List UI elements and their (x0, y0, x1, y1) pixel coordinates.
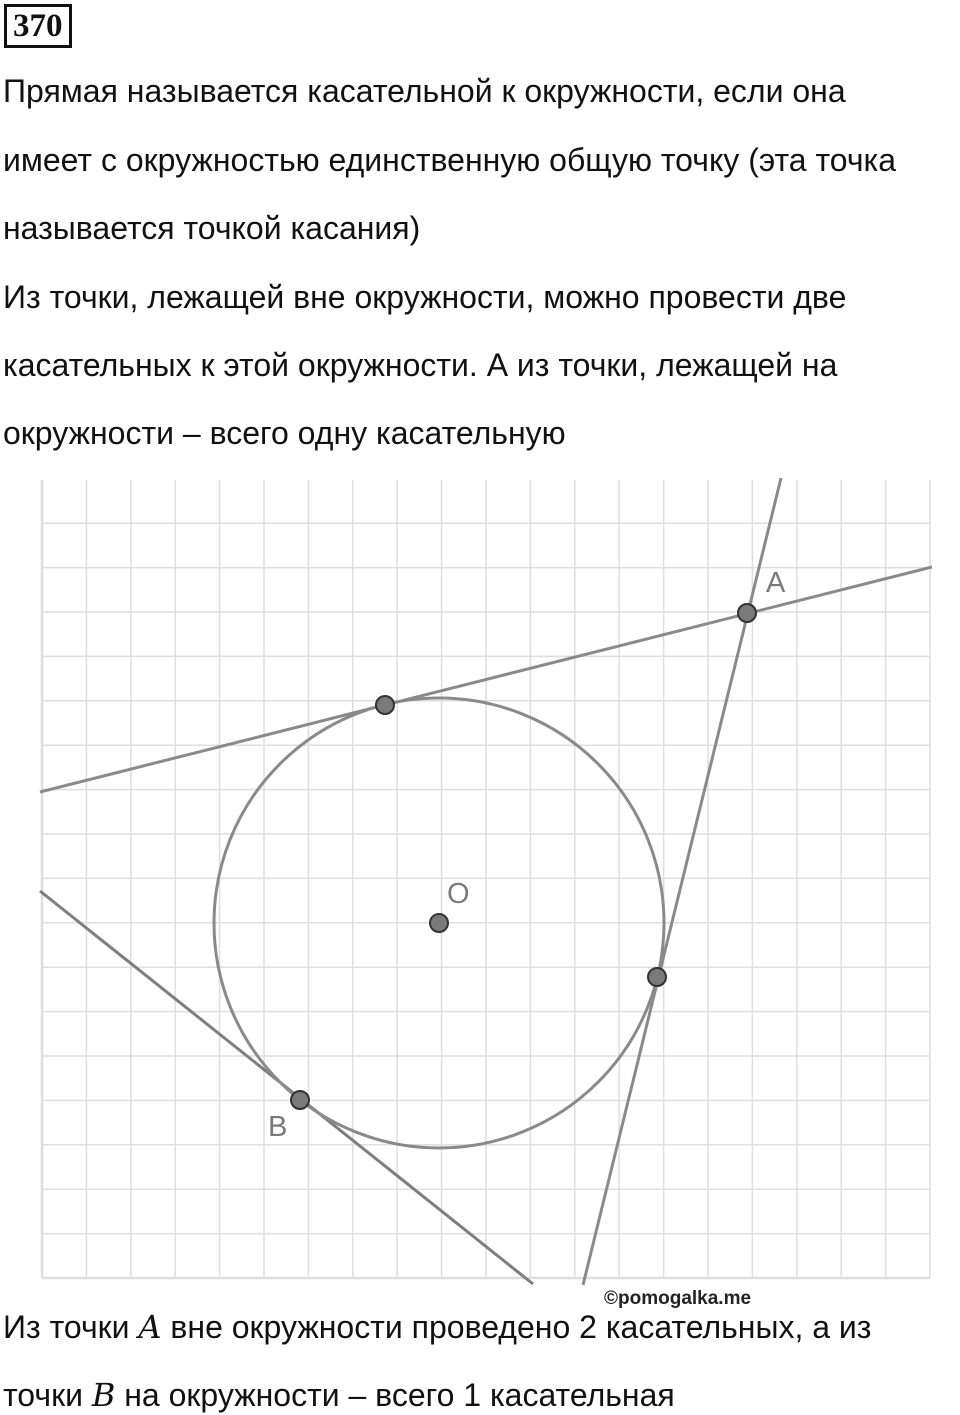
definition-line-1: Прямая называется касательной к окружности, если она (3, 73, 846, 109)
tangency-point-right (648, 968, 666, 986)
conclusion-line-1-end: вне окружности проведено 2 касательных, а из (161, 1309, 872, 1345)
task-number: 370 (4, 4, 72, 48)
conclusion-line-2 (3, 1375, 675, 1415)
point-a (738, 604, 756, 622)
watermark: ©pomogalka.me (604, 1288, 752, 1309)
explanation-line-3: окружности – всего одну касательную (3, 415, 566, 451)
math-point-b: B (91, 1376, 116, 1414)
conclusion-line-1 (3, 1307, 871, 1347)
conclusion-line-2-end: на окружности – всего 1 касательная (115, 1377, 675, 1413)
label-a: A (766, 567, 786, 599)
points (291, 604, 756, 1109)
definition-line-3: называется точкой касания) (3, 210, 421, 246)
definition-line-2: имеет с окружностью единственную общую точку (эта точка (3, 142, 897, 178)
tangent-line-right (583, 478, 781, 1285)
tangency-point-top (376, 696, 394, 714)
label-b: B (268, 1111, 288, 1143)
explanation-line-2: касательных к этой окружности. А из точки, лежащей на (3, 347, 838, 383)
explanation-line-1: Из точки, лежащей вне окружности, можно провести две (3, 279, 847, 315)
conclusion-line-1-start: Из точки (3, 1309, 139, 1345)
point-b (291, 1091, 309, 1109)
point-o (430, 914, 448, 932)
math-point-a: A (138, 1308, 162, 1346)
label-o: O (447, 878, 470, 910)
tangent-figure (0, 470, 960, 1290)
conclusion-line-2-start: точки (3, 1377, 92, 1413)
